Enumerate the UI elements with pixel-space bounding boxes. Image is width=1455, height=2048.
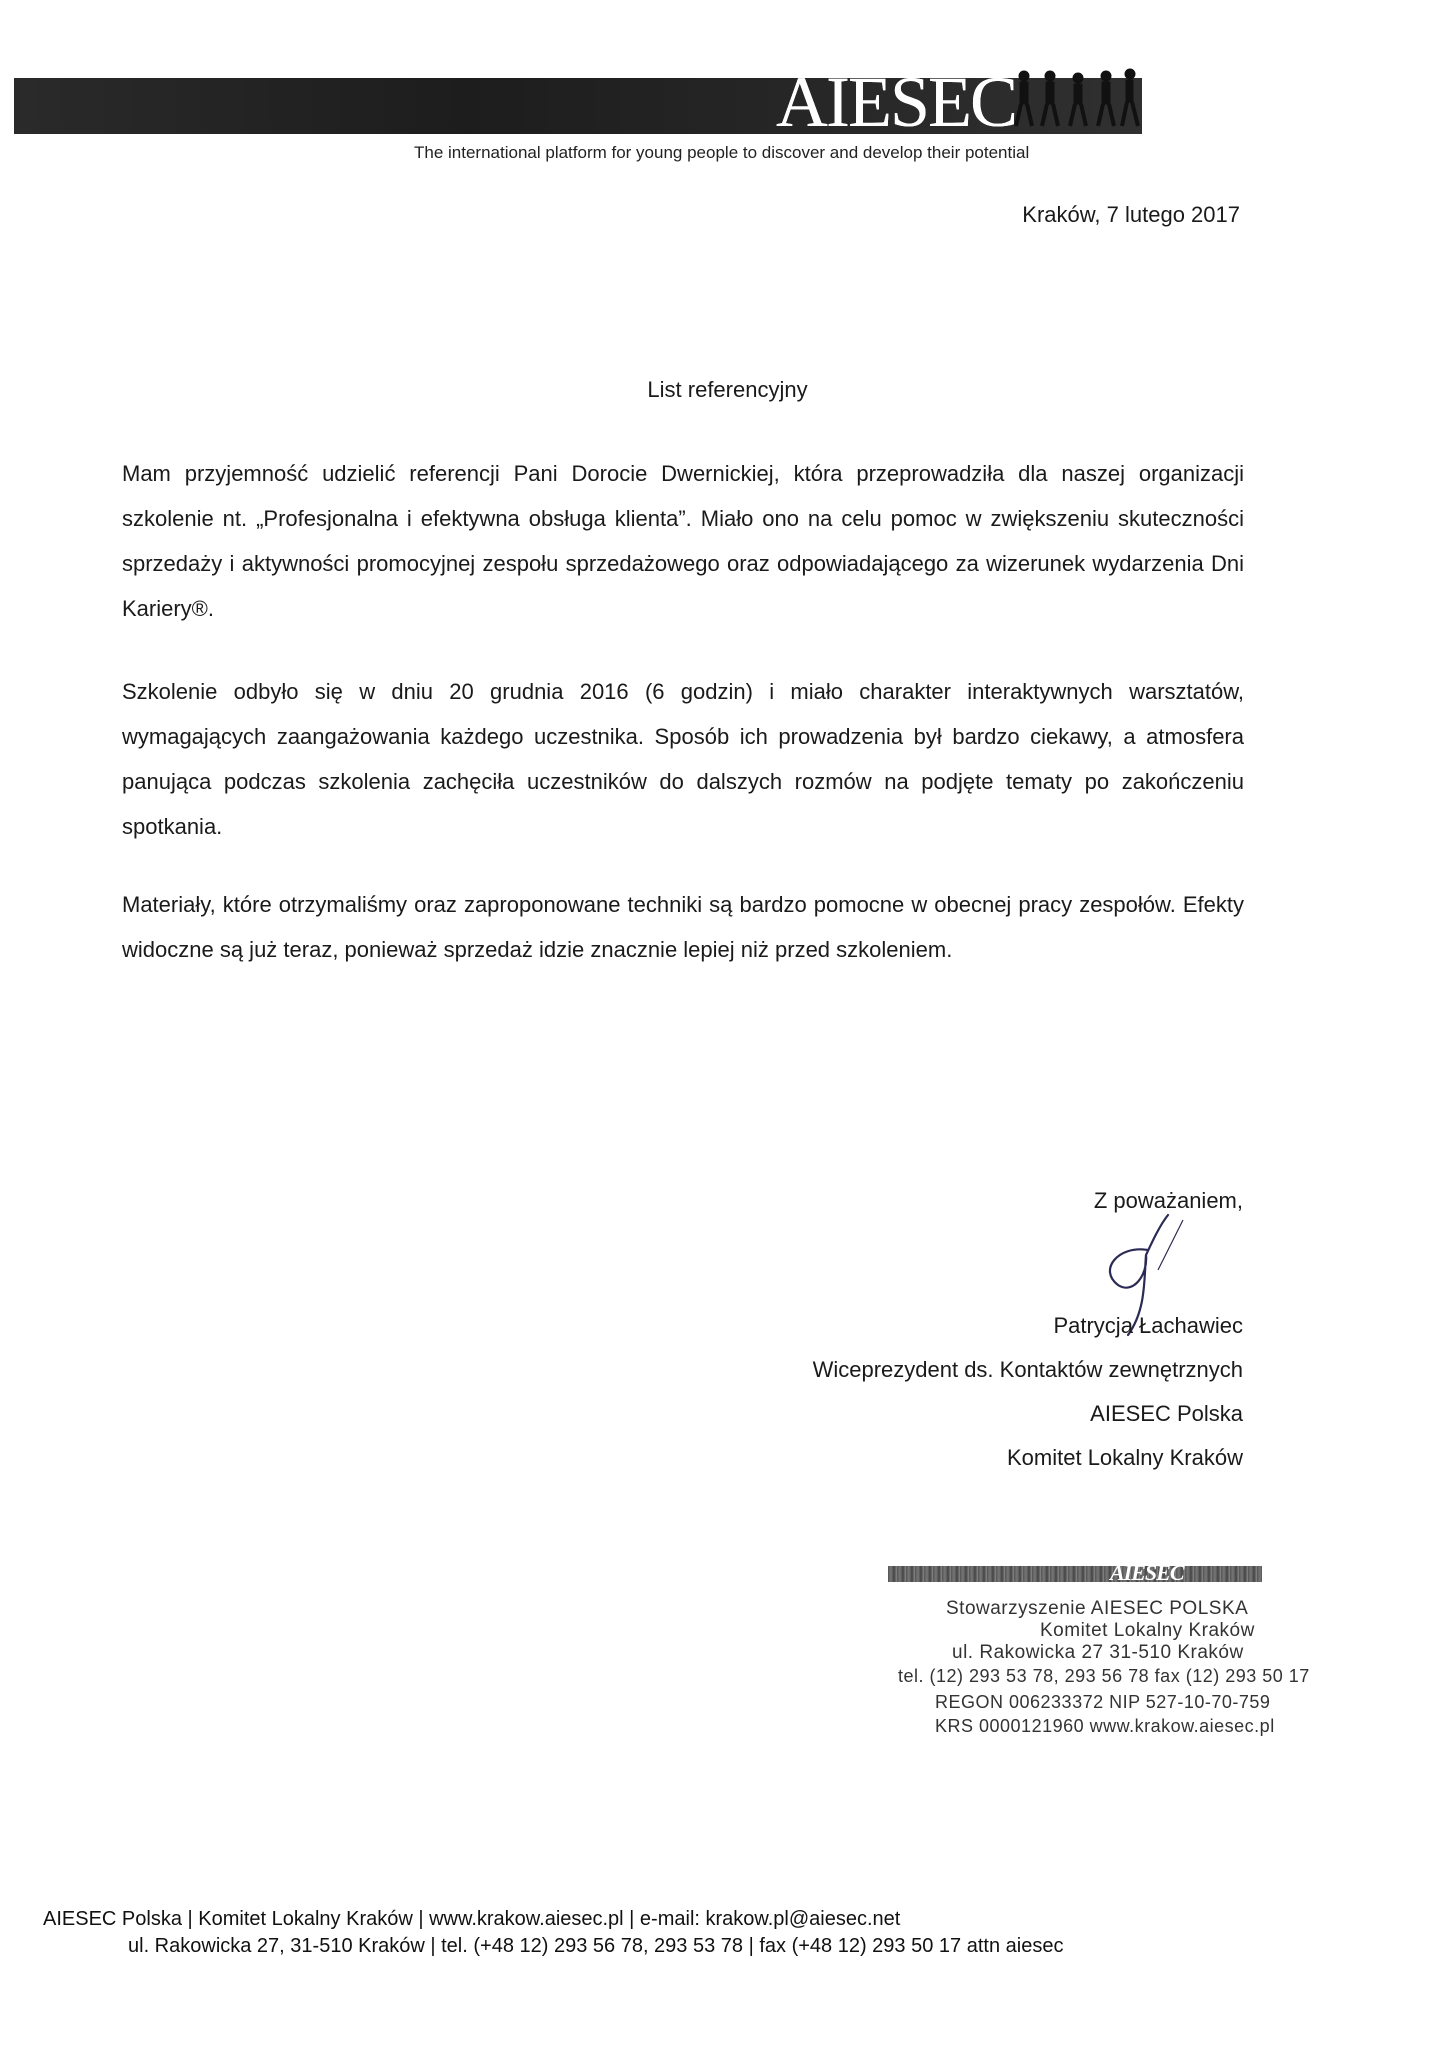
stamp-line: ul. Rakowicka 27 31-510 Kraków xyxy=(952,1642,1244,1663)
aiesec-logo: AIESEC xyxy=(776,62,1016,142)
stamp-line: Komitet Lokalny Kraków xyxy=(1040,1620,1255,1641)
footer-contact-line: AIESEC Polska | Komitet Lokalny Kraków | www.krakow.aiesec.pl | e-mail: krakow.pl@aiesec.net xyxy=(43,1908,901,1930)
stamp-line: tel. (12) 293 53 78, 293 56 78 fax (12) 293 50 17 xyxy=(898,1666,1310,1686)
people-figures-icon xyxy=(1010,64,1140,134)
paragraph-3: Materiały, które otrzymaliśmy oraz zaproponowane techniki są bardzo pomocne w obecnej pracy zespołów. Efekty widoczne są już teraz, ponieważ sprzedaż idzie znacznie lepiej niż przed szkoleniem. xyxy=(122,892,1244,962)
letter-date: Kraków, 7 lutego 2017 xyxy=(1022,202,1240,227)
signer-organization: AIESEC Polska xyxy=(1090,1401,1243,1426)
paragraph-2: Szkolenie odbyło się w dniu 20 grudnia 2016 (6 godzin) i miało charakter interaktywnych warsztatów, wymagających zaangażowania każdego uczestnika. Sposób ich prowadzenia był bardzo ciekawy, a atmosfera panująca podczas szkolenia zachęciła uczestników do dalszych rozmów na podjęte tematy po zakończeniu spotkania. xyxy=(122,679,1244,839)
stamp-line: KRS 0000121960 www.krakow.aiesec.pl xyxy=(935,1716,1275,1736)
header-tagline: The international platform for young people to discover and develop their potential xyxy=(414,143,1030,162)
letter-title: List referencyjny xyxy=(647,377,808,402)
paragraph-1: Mam przyjemność udzielić referencji Pani Dorocie Dwernickiej, która przeprowadziła dla naszej organizacji szkolenie nt. „Profesjonalna i efektywna obsługa klienta”. Miało ono na celu pomoc w zwiększeniu skuteczności sprzedaży i aktywności promocyjnej zespołu sprzedażowego oraz odpowiadającego za wizerunek wydarzenia Dni Kariery®. xyxy=(122,461,1244,621)
footer-address-line: ul. Rakowicka 27, 31-510 Kraków | tel. (+48 12) 293 56 78, 293 53 78 | fax (+48 12) 293 50 17 attn aiesec xyxy=(128,1935,1064,1957)
signer-role: Wiceprezydent ds. Kontaktów zewnętrznych xyxy=(812,1357,1243,1382)
stamp-logo-bar xyxy=(888,1566,1262,1582)
signer-unit: Komitet Lokalny Kraków xyxy=(1007,1445,1243,1470)
stamp-line: REGON 006233372 NIP 527-10-70-759 xyxy=(935,1692,1271,1712)
stamp-line: Stowarzyszenie AIESEC POLSKA xyxy=(946,1598,1249,1619)
closing-greeting: Z poważaniem, xyxy=(1093,1188,1243,1213)
signer-name: Patrycja Łachawiec xyxy=(1053,1313,1243,1338)
stamp-logo: AIESEC xyxy=(1110,1560,1184,1585)
